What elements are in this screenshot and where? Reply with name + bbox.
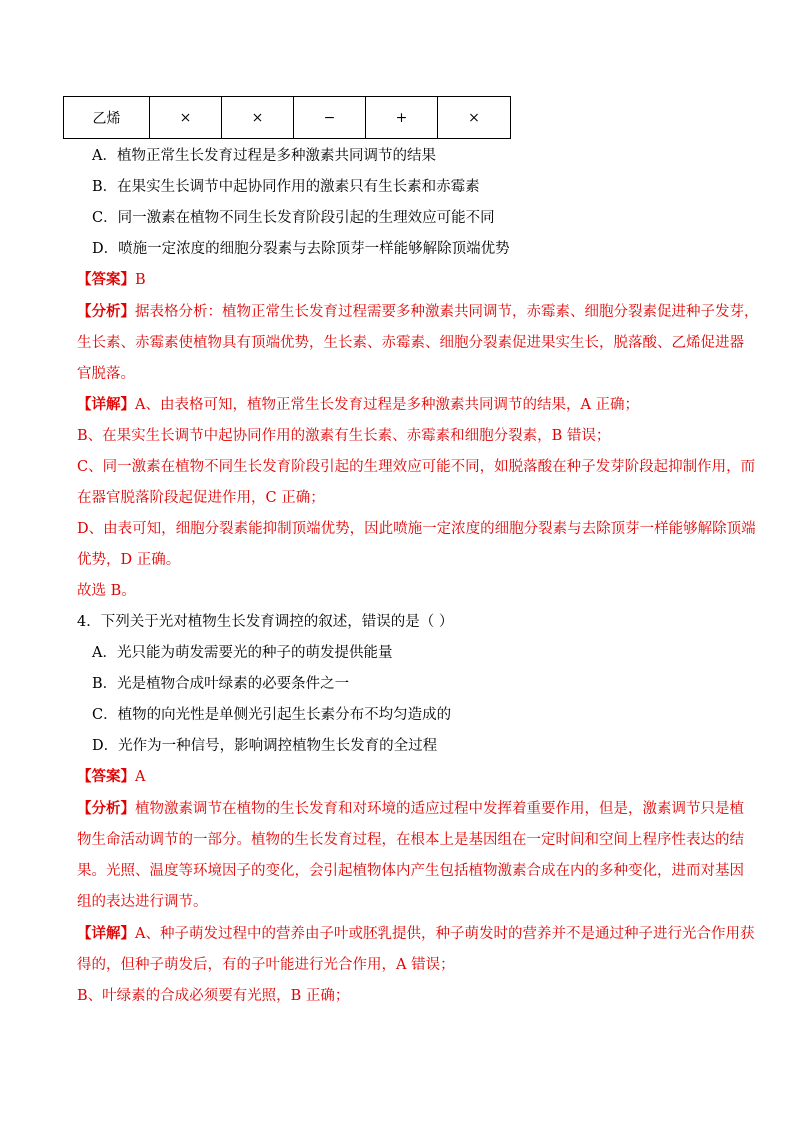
q3-detail-line: C、同一激素在植物不同生长发育阶段引起的生理效应可能不同，如脱落酸在种子发芽阶段起抑制作用，而 — [77, 459, 756, 475]
q4-analysis-line: 组的表达进行调节。 — [77, 894, 208, 910]
q4-detail-line: B、叶绿素的合成必须要有光照，B 正确； — [77, 988, 350, 1004]
detail-tag: 【详解】 — [77, 925, 135, 942]
q3-detail-line: B、在果实生长调节中起协同作用的激素有生长素、赤霉素和细胞分裂素，B 错误； — [77, 428, 611, 444]
answer-tag: 【答案】 — [77, 271, 135, 288]
q3-analysis-line: 生长素、赤霉素使植物具有顶端优势，生长素、赤霉素、细胞分裂素促进果实生长，脱落酸、乙烯促进器 — [77, 335, 744, 351]
q4-detail-line: 得的，但种子萌发后，有的子叶能进行光合作用，A 错误； — [77, 957, 455, 973]
q3-detail-line: 优势，D 正确。 — [77, 552, 181, 568]
q3-option-a: A．植物正常生长发育过程是多种激素共同调节的结果 — [92, 148, 436, 164]
answer-value: A — [135, 769, 146, 785]
q3-detail-line: 在器官脱落阶段起促进作用，C 正确； — [77, 490, 325, 506]
q3-answer — [77, 270, 146, 290]
detail-text: A、种子萌发过程中的营养由子叶或胚乳提供，种子萌发时的营养并不是通过种子进行光合作用获 — [135, 926, 755, 942]
q3-option-b: B．在果实生长调节中起协同作用的激素只有生长素和赤霉素 — [92, 179, 480, 195]
q4-option-c: C．植物的向光性是单侧光引起生长素分布不均匀造成的 — [92, 707, 452, 723]
analysis-tag: 【分析】 — [77, 800, 135, 817]
table-cell: × — [150, 97, 222, 139]
table-cell-hormone-name: 乙烯 — [64, 97, 150, 139]
detail-text: A、由表格可知，植物正常生长发育过程是多种激素共同调节的结果，A 正确； — [135, 397, 640, 413]
q3-analysis-line — [77, 302, 759, 322]
detail-tag: 【详解】 — [77, 396, 135, 413]
answer-value: B — [135, 272, 146, 288]
q4-detail-line — [77, 924, 754, 944]
q4-answer — [77, 767, 145, 787]
table-cell: × — [438, 97, 511, 139]
hormone-effect-table — [63, 96, 511, 139]
q3-analysis-line: 官脱落。 — [77, 366, 135, 382]
q4-option-d: D．光作为一种信号，影响调控植物生长发育的全过程 — [92, 738, 438, 754]
q4-option-a: A．光只能为萌发需要光的种子的萌发提供能量 — [92, 645, 393, 661]
table-row — [64, 97, 511, 139]
q4-analysis-line: 物生命活动调节的一部分。植物的生长发育过程，在根本上是基因组在一定时间和空间上程序性表达的结 — [77, 832, 744, 848]
q4-analysis-line — [77, 799, 744, 819]
table-cell: + — [366, 97, 438, 139]
q3-detail-line: 故选 B。 — [77, 583, 136, 599]
q3-option-d: D．喷施一定浓度的细胞分裂素与去除顶芽一样能够解除顶端优势 — [92, 241, 510, 257]
analysis-tag: 【分析】 — [77, 303, 135, 320]
q3-option-c: C．同一激素在植物不同生长发育阶段引起的生理效应可能不同 — [92, 210, 495, 226]
q4-option-b: B．光是植物合成叶绿素的必要条件之一 — [92, 676, 350, 692]
answer-tag: 【答案】 — [77, 768, 135, 785]
q4-stem: 4．下列关于光对植物生长发育调控的叙述，错误的是（ ） — [77, 614, 454, 630]
analysis-text: 据表格分析：植物正常生长发育过程需要多种激素共同调节，赤霉素、细胞分裂素促进种子发芽， — [135, 304, 759, 320]
table-cell: × — [222, 97, 294, 139]
q4-analysis-line: 果。光照、温度等环境因子的变化，会引起植物体内产生包括植物激素合成在内的多种变化，进而对基因 — [77, 863, 744, 879]
analysis-text: 植物激素调节在植物的生长发育和对环境的适应过程中发挥着重要作用，但是，激素调节只是植 — [135, 801, 744, 817]
q3-detail-line: D、由表可知，细胞分裂素能抑制顶端优势，因此喷施一定浓度的细胞分裂素与去除顶芽一样能够解除顶端 — [77, 521, 756, 537]
q3-detail-line — [77, 395, 639, 415]
table-cell: − — [294, 97, 366, 139]
